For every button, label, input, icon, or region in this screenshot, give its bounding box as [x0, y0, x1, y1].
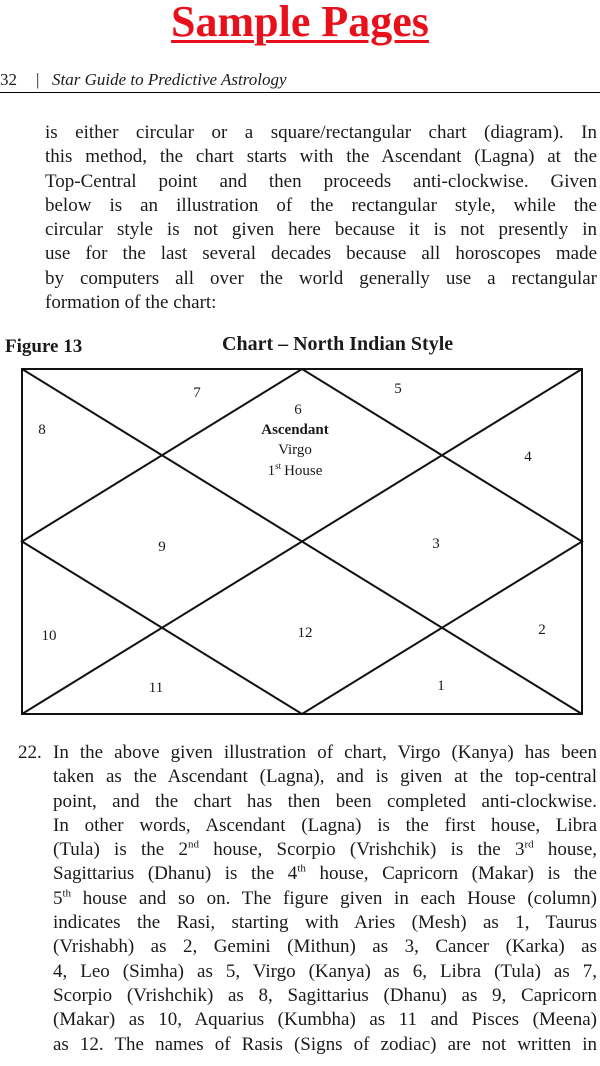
text-line: Top-Central point and then proceeds anti-clockwise. Given: [45, 170, 597, 192]
text-line: is either circular or a square/rectangular chart (diagram). In: [45, 122, 597, 143]
text-line: In other words, Ascendant (Lagna) is the first house, Libra: [53, 814, 597, 836]
paragraph-number: 22.: [18, 742, 42, 763]
text-line: point, and the chart has then been completed anti-clockwise.: [53, 790, 597, 812]
text-line: this method, the chart starts with the Ascendant (Lagna) at the: [45, 146, 597, 168]
house-4-number: 4: [524, 449, 532, 465]
house-10-number: 10: [41, 628, 57, 644]
house-3-number: 3: [432, 536, 440, 552]
house-11-number: 11: [148, 680, 164, 696]
house-1-number: 1: [437, 678, 445, 694]
text-line: 4, Leo (Simha) as 5, Virgo (Kanya) as 6, Libra (Tula) as 7,: [53, 960, 597, 982]
ascendant-label: Ascendant: [261, 422, 329, 438]
house-12-number: 12: [297, 625, 313, 641]
text-line: (Makar) as 10, Aquarius (Kumbha) as 11 and Pisces (Meena): [53, 1009, 597, 1031]
north-indian-chart: [0, 360, 600, 720]
house-7-number: 7: [193, 385, 201, 401]
house-2-number: 2: [538, 622, 546, 638]
text-line: formation of the chart:: [45, 292, 217, 314]
text-line: below is an illustration of the rectangular style, while the: [45, 194, 597, 216]
paragraph-22: [53, 741, 597, 1057]
figure-label: Figure 13: [5, 336, 83, 357]
first-house-word: House: [284, 463, 323, 479]
book-title: Star Guide to Predictive Astrology: [52, 70, 287, 89]
first-house-number: 1: [267, 463, 276, 479]
intro-paragraph: [45, 121, 597, 315]
text-line: Sagittarius (Dhanu) is the 4th house, Capricorn (Makar) is the: [53, 863, 597, 885]
text-line: In the above given illustration of chart, Virgo (Kanya) has been: [53, 742, 597, 763]
figure-title: Chart – North Indian Style: [222, 333, 454, 355]
header-separator: |: [36, 70, 40, 89]
text-line: (Tula) is the 2nd house, Scorpio (Vrishchik) is the 3rd house,: [53, 838, 598, 861]
text-line: use for the last several decades because all horoscopes made: [45, 243, 597, 265]
text-line: taken as the Ascendant (Lagna), and is given at the top-central: [53, 766, 597, 788]
text-line: 5th house and so on. The figure given in each House (column): [53, 887, 597, 909]
text-line: Scorpio (Vrishchik) as 8, Sagittarius (Dhanu) as 9, Capricorn: [53, 984, 597, 1006]
running-header: [0, 70, 600, 93]
house-5-number: 5: [394, 381, 402, 397]
first-house-label: [268, 461, 323, 479]
text-line: by computers all over the world generally use a rectangular: [45, 267, 597, 289]
house-8-number: 8: [38, 422, 46, 438]
text-line: indicates the Rasi, starting with Aries (Mesh) as 1, Taurus: [53, 912, 597, 934]
text-line: circular style is not given here because it is not presently in: [45, 219, 597, 241]
house-9-number: 9: [158, 539, 166, 555]
text-line: (Vrishabh) as 2, Gemini (Mithun) as 3, Cancer (Karka) as: [53, 936, 597, 958]
house-6-number: 6: [294, 402, 302, 418]
sample-pages-banner: Sample Pages: [171, 0, 429, 46]
ascendant-sign: Virgo: [278, 442, 312, 458]
page-number: 32: [0, 70, 17, 89]
text-line: as 12. The names of Rasis (Signs of zodiac) are not written in: [53, 1033, 597, 1055]
first-house-superscript: st: [275, 461, 282, 471]
